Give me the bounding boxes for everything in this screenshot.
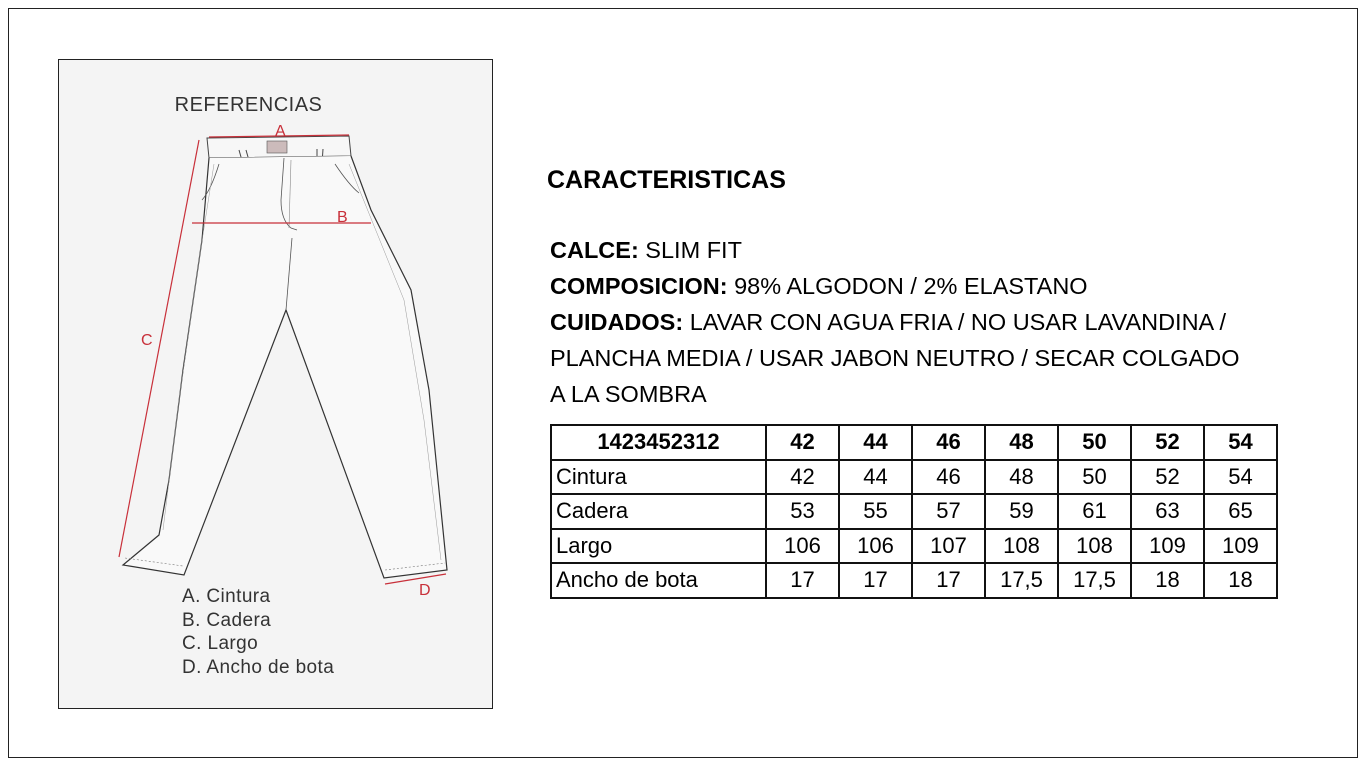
- dimension-letter-b: B: [337, 209, 348, 226]
- row-label: Cintura: [551, 460, 766, 495]
- row-label: Ancho de bota: [551, 563, 766, 598]
- table-cell: 55: [839, 494, 912, 529]
- table-cell: 17: [766, 563, 839, 598]
- header-code: 1423452312: [551, 425, 766, 460]
- composicion-label: COMPOSICION:: [550, 273, 728, 299]
- table-cell: 106: [839, 529, 912, 564]
- table-cell: 17,5: [1058, 563, 1131, 598]
- dimension-letter-c: C: [141, 332, 153, 349]
- table-cell: 65: [1204, 494, 1277, 529]
- table-cell: 61: [1058, 494, 1131, 529]
- legend-item-ancho-de-bota: D. Ancho de bota: [182, 656, 335, 678]
- size-table-header: [551, 425, 1277, 460]
- cuidados-label: CUIDADOS:: [550, 309, 684, 335]
- header-size: 44: [839, 425, 912, 460]
- table-row-largo: [551, 529, 1277, 564]
- references-panel: [58, 59, 493, 709]
- table-cell: 59: [985, 494, 1058, 529]
- header-size: 48: [985, 425, 1058, 460]
- spec-cuidados-line-2: PLANCHA MEDIA / USAR JABON NEUTRO / SECAR COLGADO: [550, 345, 1240, 371]
- legend-item-cadera: B. Cadera: [182, 609, 272, 631]
- calce-value: SLIM FIT: [638, 237, 742, 263]
- table-cell: 107: [912, 529, 985, 564]
- table-cell: 17: [912, 563, 985, 598]
- spec-cuidados: [550, 304, 1270, 340]
- header-size: 42: [766, 425, 839, 460]
- table-cell: 108: [1058, 529, 1131, 564]
- calce-label: CALCE:: [550, 237, 639, 263]
- legend-item-cintura: A. Cintura: [182, 586, 271, 607]
- spec-calce: [550, 232, 1270, 268]
- table-cell: 44: [839, 460, 912, 495]
- header-size: 54: [1204, 425, 1277, 460]
- references-legend: [182, 585, 334, 679]
- characteristics-title: CARACTERISTICAS: [547, 166, 786, 194]
- table-cell: 53: [766, 494, 839, 529]
- table-row-cintura: [551, 460, 1277, 495]
- spec-composicion: [550, 268, 1270, 304]
- table-row-cadera: [551, 494, 1277, 529]
- composicion-value: 98% ALGODON / 2% ELASTANO: [727, 273, 1088, 299]
- header-size: 46: [912, 425, 985, 460]
- table-row-ancho-de-bota: [551, 563, 1277, 598]
- row-label: Cadera: [551, 494, 766, 529]
- cuidados-line-1: LAVAR CON AGUA FRIA / NO USAR LAVANDINA /: [683, 309, 1226, 335]
- table-cell: 50: [1058, 460, 1131, 495]
- table-cell: 18: [1131, 563, 1204, 598]
- table-cell: 52: [1131, 460, 1204, 495]
- spec-cuidados-line-3: A LA SOMBRA: [550, 381, 707, 407]
- table-cell: 18: [1204, 563, 1277, 598]
- row-label: Largo: [551, 529, 766, 564]
- dimension-letter-a: A: [275, 123, 286, 140]
- table-cell: 48: [985, 460, 1058, 495]
- table-cell: 109: [1131, 529, 1204, 564]
- table-cell: 17: [839, 563, 912, 598]
- header-size: 50: [1058, 425, 1131, 460]
- table-cell: 54: [1204, 460, 1277, 495]
- header-size: 52: [1131, 425, 1204, 460]
- table-cell: 57: [912, 494, 985, 529]
- dimension-letter-d: D: [419, 582, 431, 599]
- table-cell: 108: [985, 529, 1058, 564]
- table-cell: 46: [912, 460, 985, 495]
- table-cell: 109: [1204, 529, 1277, 564]
- table-cell: 106: [766, 529, 839, 564]
- characteristics-spec: [550, 232, 1270, 412]
- legend-item-largo: C. Largo: [182, 633, 259, 654]
- table-cell: 63: [1131, 494, 1204, 529]
- size-table: [550, 424, 1278, 599]
- table-cell: 42: [766, 460, 839, 495]
- table-cell: 17,5: [985, 563, 1058, 598]
- references-title: REFERENCIAS: [174, 94, 323, 116]
